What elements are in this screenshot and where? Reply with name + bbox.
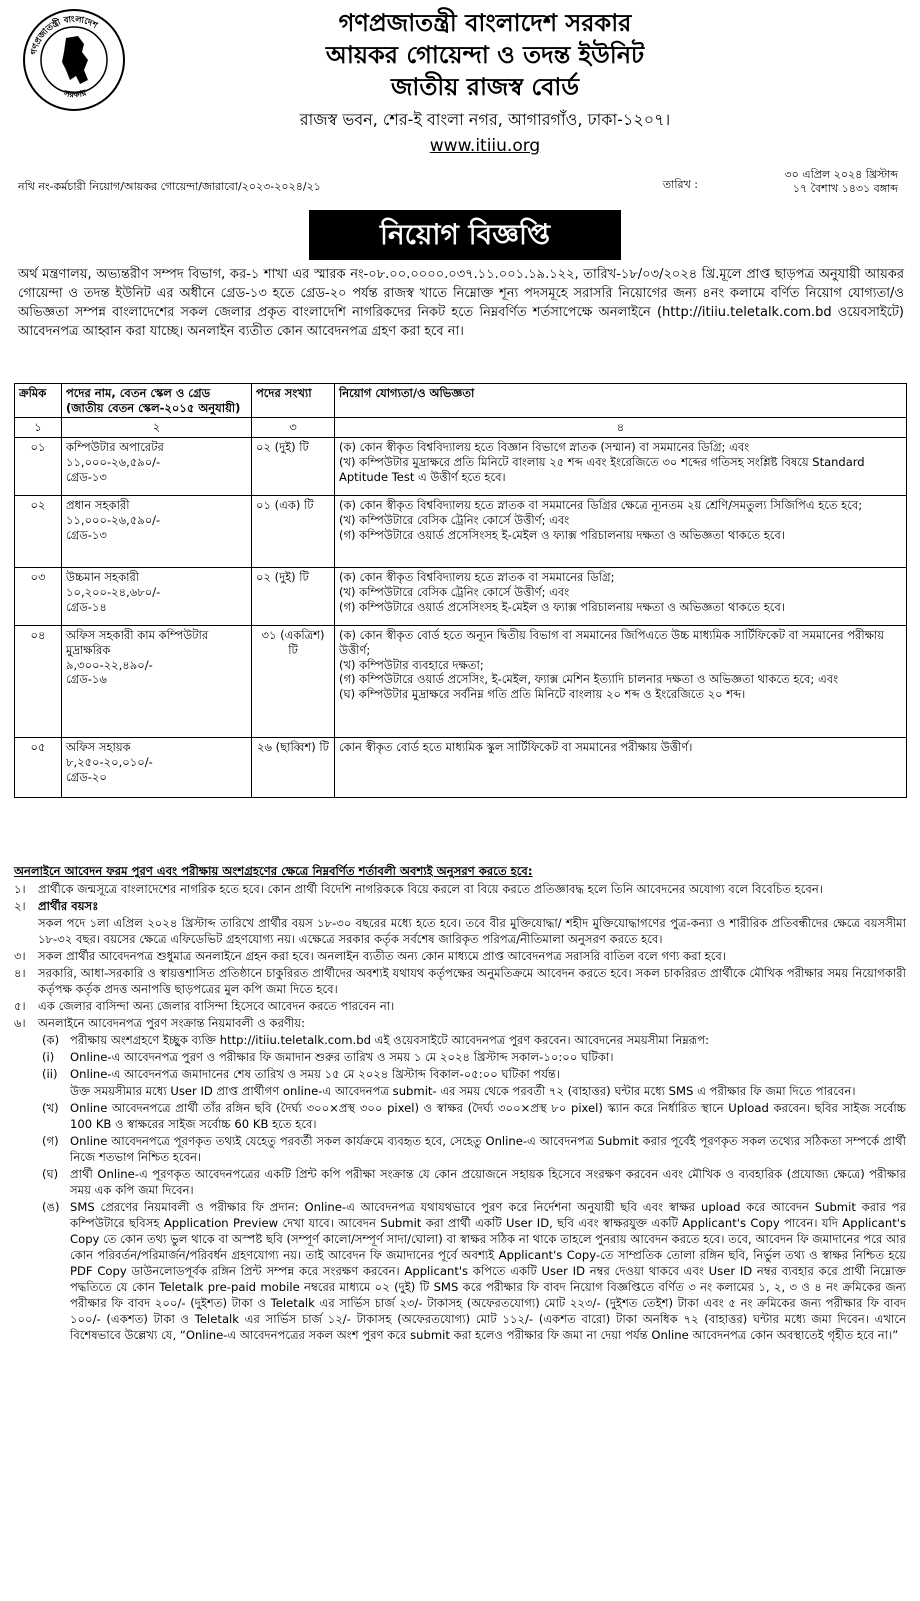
row-qualification — [335, 568, 907, 626]
qualification-item: (গ) কম্পিউটারে ওয়ার্ড প্রসেসিংসহ ই-মেইল ও ফ্যাক্স পরিচালনায় দক্ষতা ও অভিজ্ঞতা থাকতে হবে। — [339, 599, 785, 614]
intro-paragraph: অর্থ মন্ত্রণালয়, অভ্যন্তরীণ সম্পদ বিভাগ, কর-১ শাখা এর স্মারক নং-০৮.০০.০০০০.০৩৭.১১.০০১.১৯.১২২, তারিখ-১৮/০৩/২০২৪ খ্রি.মূলে প্রাপ্ত ছাড়পত্র অনুযায়ী আয়কর গোয়েন্দা ও তদন্ত ইউনিট এর অধীনে গ্রেড-১৩ হতে গ্রেড-২০ পর্যন্ত রাজস্ব খাতে নিম্নোক্ত শূন্য পদসমূহে সরাসরি নিয়োগের জন্য ৪নং কলামে বর্ণিত নিয়োগ যোগ্যতা/ও অভিজ্ঞতা সম্পন্ন বাংলাদেশের সকল জেলার প্রকৃত বাংলাদেশি নাগরিকদের নিকট হতে নিম্নবর্ণিত শর্তসাপেক্ষে অনলাইনে (http://itiiu.teletalk.com.bd ওয়েবসাইটে) আবেদনপত্র আহ্বান করা যাচ্ছে। অনলাইন ব্যতীত কোন আবেদনপত্র গ্রহণ করা হবে না। — [18, 267, 904, 339]
sub-rule — [14, 1200, 906, 1344]
row-qualification — [335, 626, 907, 738]
header-website-link[interactable]: www.itiiu.org — [429, 136, 541, 156]
grade: গ্রেড-১৬ — [66, 672, 107, 687]
rule-number: ১। — [14, 881, 26, 896]
rule-number: ২। — [14, 898, 26, 913]
svg-text:গণপ্রজাতন্ত্রী বাংলাদেশ: গণপ্রজাতন্ত্রী বাংলাদেশ — [29, 14, 99, 56]
qualification-item: (গ) কম্পিউটারে ওয়ার্ড প্রসেসিং, ই-মেইল, ফ্যাক্স মেশিন ইত্যাদি চালনার দক্ষতা ও অভিজ্ঞতা থাকতে হবে; এবং — [339, 672, 839, 687]
sub-rule-number: (ক) — [42, 1032, 60, 1047]
grade: গ্রেড-১৪ — [66, 599, 107, 614]
date-block — [662, 168, 898, 196]
sub-rule-text: পরীক্ষায় অংশগ্রহণে ইচ্ছুক ব্যক্তি http://itiiu.teletalk.com.bd এই ওয়েবসাইটে আবেদনপত্র পুরণ করবেন। আবেদনের সময়সীমা নিম্নরূপ: — [70, 1032, 710, 1047]
government-seal — [22, 8, 126, 112]
col-header-qualification: নিয়োগ যোগ্যতা/ও অভিজ্ঞতা — [335, 384, 907, 418]
col-number: ২ — [62, 418, 252, 438]
sub-rule — [14, 1167, 906, 1199]
qualification-item: (খ) কম্পিউটার মুদ্রাক্ষরে প্রতি মিনিটে বাংলায় ২৫ শব্দ এবং ইংরেজিতে ৩০ শব্দের গতিসহ সংশ্লিষ্ট বিষয়ে Standard Aptitude Test এ উত্তীর্ণ হতে হবে। — [339, 454, 865, 484]
post-name: কম্পিউটার অপারেটর — [66, 440, 164, 455]
rule-number: ৫। — [14, 998, 26, 1013]
rule-item — [14, 916, 906, 948]
sub-rule-number: (খ) — [42, 1100, 59, 1115]
rule-text: অনলাইনে আবেদনপত্র পুরণ সংক্রান্ত নিয়মাবলী ও করণীয়: — [38, 1015, 306, 1030]
table-row — [15, 738, 907, 798]
col-header-post: পদের নাম, বেতন স্কেল ও গ্রেড (জাতীয় বেতন স্কেল-২০১৫ অনুযায়ী) — [62, 384, 252, 418]
rules-section — [14, 864, 906, 1345]
sub-rule — [14, 1101, 906, 1133]
row-count: ৩১ (একত্রিশ) টি — [252, 626, 335, 738]
rule-text: প্রার্থীকে জন্মসূত্রে বাংলাদেশের নাগরিক হতে হবে। কোন প্রার্থী বিদেশি নাগরিককে বিয়ে করলে বা বিয়ে করতে প্রতিজ্ঞাবদ্ধ হলে তিনি আবেদনের অযোগ্য বলে বিবেচিত হবেন। — [38, 881, 823, 896]
rule-text: সকল পদে ১লা এপ্রিল ২০২৪ খ্রিস্টাব্দ তারিখে প্রার্থীর বয়স ১৮-৩০ বছরের মধ্যে হতে হবে। তবে বীর মুক্তিযোদ্ধা/ শহীদ মুক্তিযোদ্ধাগণের পুত্র-কন্যা ও শারীরিক প্রতিবন্ধীদের ক্ষেত্রে বয়সসীমা ১৮-৩২ বছর। বয়সের ক্ষেত্রে এফিডেভিট গ্রহণযোগ্য নয়। এক্ষেত্রে সরকার কর্তৃক সর্বশেষ জারিকৃত পরিপত্র/নীতিমালা অনুসরণ করতে হবে। — [38, 915, 906, 946]
grade: গ্রেড-১৩ — [66, 527, 107, 542]
table-row — [15, 568, 907, 626]
rule-number: ৪। — [14, 965, 26, 980]
rule-text: এক জেলার বাসিন্দা অন্য জেলার বাসিন্দা হিসেবে আবেদন করতে পারবেন না। — [38, 998, 395, 1013]
post-name: প্রধান সহকারী — [66, 498, 130, 513]
row-post — [62, 738, 252, 798]
sub-rule — [14, 1033, 906, 1049]
row-serial: ০১ — [15, 438, 62, 496]
rule-text: সরকারি, আধা-সরকারি ও স্বায়ত্তশাসিত প্রতিষ্ঠানে চাকুরিরত প্রার্থীদের অবশ্যই যথাযথ কর্তৃপক্ষের অনুমতিক্রমে আবেদন করতে হবে। সকল চাকরিরত প্রার্থীকে মৌখিক পরীক্ষার সময় নিয়োগকারী কর্তৃপক্ষ কর্তৃক প্রদত্ত অনাপত্তি ছাড়পত্রের মুল কপি জমা দিতে হবে। — [38, 965, 906, 996]
grade: গ্রেড-২০ — [66, 769, 107, 784]
posts-table — [14, 383, 907, 798]
post-name: অফিস সহায়ক — [66, 740, 131, 755]
qualification-item: (ঘ) কম্পিউটার মুদ্রাক্ষরে সর্বনিম্ন গতি প্রতি মিনিটে বাংলায় ২০ শব্দ ও ইংরেজিতে ২০ শব্দ। — [339, 687, 746, 702]
table-row — [15, 626, 907, 738]
header-board-name: জাতীয় রাজস্ব বোর্ড — [390, 73, 580, 101]
sub-rule-text: Online আবেদনপত্রে প্রার্থী তাঁর রঙ্গিন ছবি (দৈর্ঘ্য ৩০০×প্রস্থ ৩০০ pixel) ও স্বাক্ষর (দৈর্ঘ্য ৩০০×প্রস্থ ৮০ pixel) স্ক্যান করে নির্ধারিত স্থানে Upload করবেন। ছবির সাইজ সর্বোচ্চ 100 KB ও স্বাক্ষরের সাইজ সর্বোচ্চ 60 KB হতে হবে। — [70, 1100, 906, 1131]
table-row — [15, 496, 907, 568]
pay-scale: ৮,২৫০-২০,০১০/- — [66, 754, 153, 769]
sub-rule-text: প্রার্থী Online-এ পূরণকৃত আবেদনপত্রের একটি প্রিন্ট কপি পরীক্ষা সংক্রান্ত যে কোন প্রয়োজনে সহায়ক হিসেবে সংরক্ষণ করবেন এবং মৌখিক ও ব্যবহারিক (প্রযোজ্য ক্ষেত্রে) পরীক্ষার সময় এক কপি জমা দিবেন। — [70, 1166, 906, 1197]
pay-scale: ৯,৩০০-২২,৪৯০/- — [66, 657, 153, 672]
sub-rule-text: SMS প্রেরণের নিয়মাবলী ও পরীক্ষার ফি প্রদান: Online-এ আবেদনপত্র যথাযথভাবে পুরণ করে নির্দেশনা অনুযায়ী ছবি এবং স্বাক্ষর upload করে আবেদন Submit করার পর কম্পিউটারে ছবিসহ Application Preview দেখা যাবে। আবেদন Submit করা প্রার্থী একটি User ID, ছবি এবং স্বাক্ষরযুক্ত একটি Applicant's Copy পাবেন। যদি Applicant's Copy তে কোন তথ্য ভুল থাকে বা অস্পষ্ট ছবি (সম্পূর্ণ কালো/সম্পূর্ণ সাদা/ঘোলা) বা স্বাক্ষর সঠিক না থাকে তাহলে পুনরায় আবেদন করতে হবে। তবে, আবেদন ফি জমাদানের পরে আর কোন পরিবর্তন/পরিমার্জন/পরিবর্ধন গ্রহণযোগ্য নয়। তাই আবেদন ফি জমাদানের পূর্বে অবশ্যই Applicant's Copy-তে সাম্প্রতিক তোলা রঙ্গিন ছবি, নির্ভুল তথ্য ও স্বাক্ষর নিশ্চিত হয়ে PDF Copy ডাউনলোডপূর্বক রঙ্গিন প্রিন্ট সম্পন্ন করে সংরক্ষণ করবেন। Applicant's কপিতে একটি User ID নম্বর দেওয়া থাকবে এবং User ID নম্বর ব্যবহার করে প্রার্থী নিম্নোক্ত পদ্ধতিতে যে কোন Teletalk pre-paid mobile নম্বরের মাধ্যমে ০২ (দুই) টি SMS করে পরীক্ষার ফি বাবদ নিয়োগ বিজ্ঞপ্তিতে বর্ণিত ৩ নং কলামের ১, ২, ৩ ও ৪ নং ক্রমিকের জন্য পরীক্ষার ফি বাবদ ২০০/- (দুইশত) টাকা ও Teletalk এর সার্ভিস চার্জ ২৩/- টাকাসহ (অফেরতযোগ্য) মোট ২২৩/- (দুইশত তেইশ) টাকা এবং ৫ নং ক্রমিকের জন্য পরীক্ষার ফি বাবদ ১০০/- (একশত) টাকা ও Teletalk এর সার্ভিস চার্জ ১২/- টাকাসহ (অফেরতযোগ্য) মোট ১১২/- (একশত বারো) টাকা অনধিক ৭২ (বাহাত্তর) ঘন্টার মধ্যে জমা দিবেন। এখানে বিশেষভাবে উল্লেখ্য যে, “Online-এ আবেদনপত্রের সকল অংশ পুরণ করে submit করা হলেও পরীক্ষার ফি জমা না দেয়া পর্যন্ত Online আবেদনপত্র কোন অবস্থাতেই গৃহীত হবে না।” — [70, 1199, 906, 1342]
header-gov-name: গণপ্রজাতন্ত্রী বাংলাদেশ সরকার — [338, 9, 632, 37]
rule-item — [14, 966, 906, 998]
qualification-item: (গ) কম্পিউটারে ওয়ার্ড প্রসেসিংসহ ই-মেইল ও ফ্যাক্স পরিচালনায় দক্ষতা ও অভিজ্ঞতা থাকতে হবে। — [339, 527, 785, 542]
row-qualification — [335, 438, 907, 496]
header-address: রাজস্ব ভবন, শের-ই বাংলা নগর, আগারগাঁও, ঢাকা-১২০৭। — [299, 110, 671, 129]
qualification-item: (ক) কোন স্বীকৃত বিশ্ববিদ্যালয় হতে বিজ্ঞান বিভাগে স্নাতক (সম্মান) বা সমমানের ডিগ্রি; এবং — [339, 440, 750, 455]
pay-scale: ১০,২০০-২৪,৬৮০/- — [66, 584, 161, 599]
row-serial: ০৪ — [15, 626, 62, 738]
row-post — [62, 438, 252, 496]
rule-text: সকল প্রার্থীর আবেদনপত্র শুধুমাত্র অনলাইনে গ্রহন করা হবে। অনলাইন ব্যতীত অন্য কোন মাধ্যমে প্রাপ্ত আবেদনপত্র সরাসরি বাতিল বলে গণ্য করা হবে। — [38, 948, 726, 963]
row-post — [62, 568, 252, 626]
sub-rule-text: Online-এ আবেদনপত্র জমাদানের শেষ তারিখ ও সময় ১৫ মে ২০২৪ খ্রিস্টাব্দ বিকাল-০৫:০০ ঘটিকা পর্যন্ত। — [70, 1066, 561, 1081]
date-label: তারিখ : — [662, 178, 698, 191]
row-serial: ০৩ — [15, 568, 62, 626]
sub-rule-number: (ঙ) — [42, 1199, 60, 1214]
table-number-row — [15, 418, 907, 438]
date-bengali: ১৭ বৈশাখ ১৪৩১ বঙ্গাব্দ — [792, 182, 898, 196]
grade: গ্রেড-১৩ — [66, 469, 107, 484]
row-count: ২৬ (ছাব্বিশ) টি — [252, 738, 335, 798]
svg-text:সরকার: সরকার — [62, 88, 88, 101]
qualification-item: (ক) কোন স্বীকৃত বিশ্ববিদ্যালয় হতে স্নাতক বা সমমানের ডিগ্রি; — [339, 570, 615, 585]
qualification-item: (ক) কোন স্বীকৃত বোর্ড হতে অন্যূন দ্বিতীয় বিভাগ বা সমমানের জিপিএতে উচ্চ মাধ্যমিক সার্টিফিকেট বা সমমানের পরীক্ষায় উত্তীর্ণ; — [339, 628, 885, 657]
sub-rule-number: (ii) — [42, 1066, 58, 1081]
col-header-count: পদের সংখ্যা — [252, 384, 335, 418]
sub-rule-text: Online আবেদনপত্রে পূরণকৃত তথ্যই যেহেতু পরবর্তী সকল কার্যক্রমে ব্যবহৃত হবে, সেহেতু Online-এ আবেদনপত্র Submit করার পূর্বেই পূরণকৃত সকল তথ্যের সঠিকতা সম্পর্কে প্রার্থী নিজে শতভাগ নিশ্চিত হবেন। — [70, 1133, 906, 1164]
qualification-item: (ক) কোন স্বীকৃত বিশ্ববিদ্যালয় হতে স্নাতক বা সমমানের ডিগ্রির ক্ষেত্রে ন্যূনতম ২য় শ্রেণি/সমতুল্য সিজিপিএ হতে হবে; — [339, 498, 863, 513]
pay-scale: ১১,০০০-২৬,৫৯০/- — [66, 454, 161, 469]
sub-rule — [14, 1134, 906, 1166]
header-unit-name: আয়কর গোয়েন্দা ও তদন্ত ইউনিট — [325, 41, 645, 69]
rule-number: ৩। — [14, 948, 26, 963]
rule-item — [14, 899, 906, 915]
row-count: ০২ (দুই) টি — [252, 438, 335, 496]
col-number: ১ — [15, 418, 62, 438]
row-count: ০১ (এক) টি — [252, 496, 335, 568]
sub-rule-number: (ঘ) — [42, 1166, 59, 1181]
row-qualification — [335, 496, 907, 568]
sub-rule-text: Online-এ আবেদনপত্র পুরণ ও পরীক্ষার ফি জমাদান শুরুর তারিখ ও সময় ১ মে ২০২৪ খ্রিস্টাব্দ সকাল-১০:০০ ঘটিকা। — [70, 1049, 614, 1064]
pay-scale: ১১,০০০-২৬,৫৯০/- — [66, 512, 161, 527]
row-post — [62, 496, 252, 568]
qualification-item: (খ) কম্পিউটার ব্যবহারে দক্ষতা; — [339, 657, 484, 672]
post-name: অফিস সহকারী কাম কম্পিউটার মুদ্রাক্ষরিক — [66, 628, 209, 657]
rule-item — [14, 1016, 906, 1032]
sub-rule-number: (গ) — [42, 1133, 59, 1148]
rule-number: ৬। — [14, 1015, 26, 1030]
reference-number: নথি নং-কর্মচারী নিয়োগ/আয়কর গোয়েন্দা/জারাবো/২০২৩-২০২৪/২১ — [18, 180, 321, 193]
table-row — [15, 438, 907, 496]
row-post — [62, 626, 252, 738]
post-name: উচ্চমান সহকারী — [66, 570, 140, 585]
table-header-row — [15, 384, 907, 418]
col-header-serial: ক্রমিক — [15, 384, 62, 418]
rule-title: প্রার্থীর বয়সঃ — [38, 898, 99, 913]
col-number: ৩ — [252, 418, 335, 438]
sub-rule — [14, 1084, 906, 1100]
col-number: ৪ — [335, 418, 907, 438]
row-count: ০২ (দুই) টি — [252, 568, 335, 626]
row-serial: ০৫ — [15, 738, 62, 798]
date-gregorian: ৩০ এপ্রিল ২০২৪ খ্রিস্টাব্দ — [784, 168, 898, 181]
row-serial: ০২ — [15, 496, 62, 568]
rule-item — [14, 999, 906, 1015]
sub-rule — [14, 1067, 906, 1083]
rule-item — [14, 949, 906, 965]
sub-rule-number: (i) — [42, 1049, 55, 1064]
rules-heading: অনলাইনে আবেদন ফরম পুরণ এবং পরীক্ষায় অংশগ্রহণের ক্ষেত্রে নিম্নবর্ণিত শর্তাবলী অবশ্যই অনুসরণ করতে হবে: — [14, 864, 533, 878]
sub-rule-text: উক্ত সময়সীমার মধ্যে User ID প্রাপ্ত প্রার্থীগণ online-এ আবেদনপত্র submit- এর সময় থেকে পরবর্তী ৭২ (বাহাত্তর) ঘন্টার মধ্যে SMS এ পরীক্ষার ফি জমা দিতে পারবেন। — [70, 1083, 856, 1098]
row-qualification — [335, 738, 907, 798]
sub-rule — [14, 1050, 906, 1066]
rule-item — [14, 882, 906, 898]
notice-title: নিয়োগ বিজ্ঞপ্তি — [309, 210, 621, 260]
qualification-item: কোন স্বীকৃত বোর্ড হতে মাধ্যমিক স্কুল সার্টিফিকেট বা সমমানের পরীক্ষায় উত্তীর্ণ। — [339, 740, 693, 755]
qualification-item: (খ) কম্পিউটারে বেসিক ট্রেনিং কোর্সে উত্তীর্ণ; এবং — [339, 584, 570, 599]
qualification-item: (খ) কম্পিউটারে বেসিক ট্রেনিং কোর্সে উত্তীর্ণ; এবং — [339, 512, 570, 527]
